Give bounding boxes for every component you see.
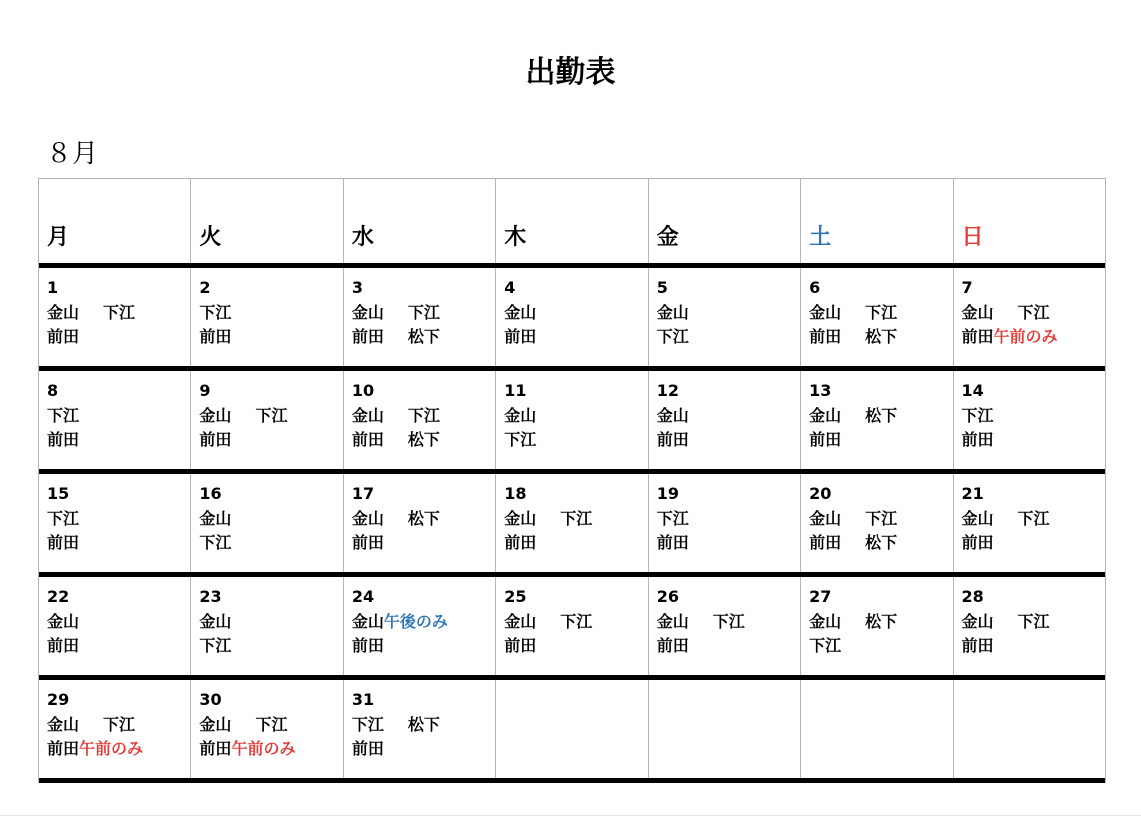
empty-day-cell xyxy=(801,680,953,778)
staff-name: 前田 xyxy=(504,533,537,552)
staff-name: 下江 xyxy=(255,714,288,734)
empty-day-cell xyxy=(649,680,801,778)
staff-name: 下江 xyxy=(103,714,136,734)
day-number: 13 xyxy=(809,381,832,400)
staff-line xyxy=(47,610,190,635)
day-cell xyxy=(801,371,953,469)
staff-name: 金山 xyxy=(809,302,842,322)
staff-name: 前田 xyxy=(504,636,537,655)
staff-name: 金山 xyxy=(199,714,232,734)
staff-name: 下江 xyxy=(1017,611,1050,631)
staff-line xyxy=(809,404,952,429)
staff-line xyxy=(352,531,495,556)
staff-line xyxy=(962,404,1105,429)
staff-name: 前田 xyxy=(351,636,384,655)
staff-name: 下江 xyxy=(1017,302,1050,322)
staff-line xyxy=(809,531,952,556)
day-cell xyxy=(39,474,191,572)
day-number: 21 xyxy=(961,484,984,503)
day-number: 2 xyxy=(199,278,211,297)
staff-name: 下江 xyxy=(961,405,994,425)
staff-line xyxy=(199,325,342,350)
day-number: 19 xyxy=(656,484,679,503)
staff-name: 下江 xyxy=(103,302,136,322)
staff-line xyxy=(657,610,800,635)
staff-name: 松下 xyxy=(407,327,440,346)
day-cell xyxy=(649,371,801,469)
weekday-header-cell: 月 xyxy=(39,179,191,263)
staff-name: 前田 xyxy=(199,430,232,449)
day-number: 28 xyxy=(961,587,984,606)
staff-name: 前田 xyxy=(351,327,384,346)
staff-line xyxy=(809,428,952,453)
staff-name: 前田 xyxy=(504,327,537,346)
staff-name: 金山 xyxy=(656,302,689,322)
day-cell xyxy=(191,268,343,366)
shift-note: 午前のみ xyxy=(231,739,296,758)
staff-name: 下江 xyxy=(809,636,842,655)
day-cell xyxy=(801,577,953,675)
staff-name: 金山 xyxy=(809,405,842,425)
weekday-header-cell: 金 xyxy=(649,179,801,263)
staff-line xyxy=(962,507,1105,532)
staff-line xyxy=(504,610,647,635)
staff-line xyxy=(352,428,495,453)
week-row xyxy=(39,680,1105,783)
staff-line xyxy=(352,404,495,429)
staff-name: 前田 xyxy=(656,636,689,655)
staff-name: 前田 xyxy=(47,327,80,346)
day-number: 1 xyxy=(47,278,59,297)
staff-line xyxy=(809,610,952,635)
staff-line xyxy=(199,428,342,453)
day-cell xyxy=(496,577,648,675)
weekday-header-cell: 土 xyxy=(801,179,953,263)
staff-name: 金山 xyxy=(47,302,80,322)
staff-line xyxy=(504,428,647,453)
staff-line xyxy=(352,325,495,350)
month-label: ８月 xyxy=(46,139,99,169)
day-cell xyxy=(649,577,801,675)
staff-name: 下江 xyxy=(47,508,80,528)
staff-line xyxy=(352,610,495,635)
staff-name: 前田 xyxy=(199,327,232,346)
staff-line xyxy=(47,531,190,556)
day-number: 9 xyxy=(199,381,211,400)
staff-name: 下江 xyxy=(407,302,440,322)
staff-name: 前田 xyxy=(656,430,689,449)
staff-name: 金山 xyxy=(504,302,537,322)
staff-name: 下江 xyxy=(656,327,689,346)
staff-line xyxy=(47,737,190,762)
weekday-header-cell: 木 xyxy=(496,179,648,263)
staff-name: 下江 xyxy=(712,611,745,631)
day-cell xyxy=(954,371,1105,469)
staff-name: 下江 xyxy=(407,405,440,425)
staff-line xyxy=(352,737,495,762)
day-cell xyxy=(954,577,1105,675)
weekday-header-cell: 水 xyxy=(344,179,496,263)
day-cell xyxy=(191,474,343,572)
staff-name: 金山 xyxy=(47,611,80,631)
staff-name: 前田 xyxy=(809,533,842,552)
staff-name: 金山 xyxy=(809,611,842,631)
day-number: 16 xyxy=(199,484,222,503)
day-cell xyxy=(344,371,496,469)
staff-line xyxy=(199,404,342,429)
staff-name: 下江 xyxy=(560,508,593,528)
staff-name: 下江 xyxy=(199,533,232,552)
staff-name: 下江 xyxy=(199,302,232,322)
staff-name: 松下 xyxy=(865,611,898,631)
day-cell xyxy=(191,371,343,469)
staff-name: 下江 xyxy=(47,405,80,425)
staff-line xyxy=(504,634,647,659)
staff-line xyxy=(504,325,647,350)
empty-day-cell xyxy=(496,680,648,778)
page-bottom-divider xyxy=(0,815,1141,816)
staff-line xyxy=(657,507,800,532)
staff-line xyxy=(199,737,342,762)
day-number: 3 xyxy=(351,278,363,297)
staff-name: 金山 xyxy=(504,508,537,528)
day-number: 8 xyxy=(47,381,59,400)
calendar-table xyxy=(38,178,1106,783)
day-number: 31 xyxy=(351,690,375,709)
staff-name: 金山 xyxy=(351,302,384,322)
day-cell xyxy=(954,268,1105,366)
page-title: 出勤表 xyxy=(525,55,616,90)
calendar-body xyxy=(39,268,1105,783)
staff-name: 下江 xyxy=(504,430,537,449)
staff-line xyxy=(199,634,342,659)
staff-name: 金山 xyxy=(809,508,842,528)
staff-line xyxy=(657,325,800,350)
day-number: 29 xyxy=(47,690,70,709)
staff-line xyxy=(199,713,342,738)
day-cell xyxy=(801,268,953,366)
day-number: 14 xyxy=(961,381,984,400)
week-row xyxy=(39,474,1105,577)
staff-name: 松下 xyxy=(407,714,440,734)
staff-line xyxy=(962,634,1105,659)
staff-line xyxy=(657,428,800,453)
staff-name: 前田 xyxy=(351,739,384,758)
staff-name: 金山 xyxy=(656,611,689,631)
staff-line xyxy=(199,301,342,326)
staff-line xyxy=(47,325,190,350)
staff-name: 松下 xyxy=(407,430,440,449)
staff-name: 下江 xyxy=(351,714,384,734)
staff-name: 前田 xyxy=(47,739,80,758)
week-row xyxy=(39,577,1105,680)
staff-line xyxy=(352,301,495,326)
staff-name: 金山 xyxy=(351,508,384,528)
day-cell xyxy=(344,268,496,366)
day-cell xyxy=(954,474,1105,572)
staff-name: 金山 xyxy=(961,302,994,322)
staff-line xyxy=(504,507,647,532)
staff-line xyxy=(657,404,800,429)
day-cell xyxy=(649,474,801,572)
staff-name: 前田 xyxy=(199,739,232,758)
staff-name: 前田 xyxy=(961,636,994,655)
staff-line xyxy=(504,301,647,326)
week-row xyxy=(39,371,1105,474)
staff-name: 金山 xyxy=(961,611,994,631)
day-number: 18 xyxy=(504,484,527,503)
staff-line xyxy=(47,404,190,429)
staff-name: 金山 xyxy=(504,405,537,425)
staff-name: 前田 xyxy=(47,533,80,552)
day-cell xyxy=(801,474,953,572)
staff-line xyxy=(504,404,647,429)
staff-line xyxy=(962,531,1105,556)
day-number: 10 xyxy=(351,381,375,400)
day-number: 30 xyxy=(199,690,222,709)
day-number: 25 xyxy=(504,587,527,606)
day-cell xyxy=(344,474,496,572)
day-number: 7 xyxy=(961,278,973,297)
staff-line xyxy=(199,531,342,556)
staff-name: 金山 xyxy=(199,405,232,425)
day-number: 5 xyxy=(656,278,668,297)
day-cell xyxy=(39,577,191,675)
day-cell xyxy=(39,680,191,778)
staff-line xyxy=(962,428,1105,453)
day-number: 6 xyxy=(809,278,821,297)
staff-name: 金山 xyxy=(199,611,232,631)
day-cell xyxy=(191,680,343,778)
staff-name: 前田 xyxy=(351,430,384,449)
staff-line xyxy=(962,325,1105,350)
day-cell xyxy=(649,268,801,366)
staff-line xyxy=(47,507,190,532)
day-number: 22 xyxy=(47,587,70,606)
day-number: 20 xyxy=(809,484,832,503)
staff-line xyxy=(809,507,952,532)
day-cell xyxy=(191,577,343,675)
staff-line xyxy=(199,507,342,532)
day-cell xyxy=(496,474,648,572)
staff-name: 下江 xyxy=(865,302,898,322)
staff-line xyxy=(199,610,342,635)
day-cell xyxy=(39,371,191,469)
staff-name: 前田 xyxy=(961,430,994,449)
staff-line xyxy=(504,531,647,556)
day-number: 17 xyxy=(351,484,375,503)
staff-line xyxy=(47,428,190,453)
staff-name: 金山 xyxy=(504,611,537,631)
staff-name: 金山 xyxy=(351,405,384,425)
day-number: 27 xyxy=(809,587,832,606)
day-number: 11 xyxy=(504,381,527,400)
shift-note: 午前のみ xyxy=(79,739,144,758)
staff-line xyxy=(962,610,1105,635)
staff-line xyxy=(962,301,1105,326)
staff-line xyxy=(47,301,190,326)
weekday-header-row xyxy=(39,179,1105,268)
staff-name: 前田 xyxy=(47,430,80,449)
staff-name: 金山 xyxy=(351,611,384,631)
staff-line xyxy=(809,301,952,326)
staff-name: 金山 xyxy=(656,405,689,425)
staff-name: 下江 xyxy=(1017,508,1050,528)
staff-line xyxy=(657,301,800,326)
staff-name: 下江 xyxy=(560,611,593,631)
weekday-header-cell: 日 xyxy=(961,225,984,250)
staff-name: 金山 xyxy=(199,508,232,528)
staff-name: 下江 xyxy=(865,508,898,528)
day-cell xyxy=(496,268,648,366)
day-number: 23 xyxy=(199,587,222,606)
week-row xyxy=(39,268,1105,371)
staff-name: 松下 xyxy=(865,327,898,346)
day-number: 12 xyxy=(656,381,679,400)
staff-name: 下江 xyxy=(199,636,232,655)
staff-name: 前田 xyxy=(656,533,689,552)
staff-name: 前田 xyxy=(961,327,994,346)
staff-name: 松下 xyxy=(865,533,898,552)
staff-line xyxy=(657,531,800,556)
day-cell xyxy=(496,371,648,469)
staff-name: 松下 xyxy=(865,405,898,425)
shift-note: 午前のみ xyxy=(993,327,1058,346)
staff-name: 前田 xyxy=(961,533,994,552)
staff-name: 松下 xyxy=(407,508,440,528)
staff-line xyxy=(352,507,495,532)
staff-line xyxy=(352,634,495,659)
day-number: 26 xyxy=(656,587,679,606)
day-cell xyxy=(344,680,496,778)
day-number: 24 xyxy=(351,587,375,606)
empty-day-cell xyxy=(954,680,1105,778)
staff-name: 前田 xyxy=(809,430,842,449)
day-cell xyxy=(39,268,191,366)
day-number: 4 xyxy=(504,278,516,297)
staff-line xyxy=(657,634,800,659)
staff-line xyxy=(47,634,190,659)
staff-name: 下江 xyxy=(255,405,288,425)
staff-name: 前田 xyxy=(47,636,80,655)
staff-line xyxy=(352,713,495,738)
staff-name: 金山 xyxy=(47,714,80,734)
shift-note: 午後のみ xyxy=(383,611,448,631)
staff-line xyxy=(809,634,952,659)
staff-line xyxy=(47,713,190,738)
staff-line xyxy=(809,325,952,350)
staff-name: 前田 xyxy=(351,533,384,552)
staff-name: 前田 xyxy=(809,327,842,346)
staff-name: 金山 xyxy=(961,508,994,528)
staff-name: 下江 xyxy=(656,508,689,528)
day-cell xyxy=(344,577,496,675)
weekday-header-cell: 火 xyxy=(191,179,343,263)
day-number: 15 xyxy=(47,484,70,503)
